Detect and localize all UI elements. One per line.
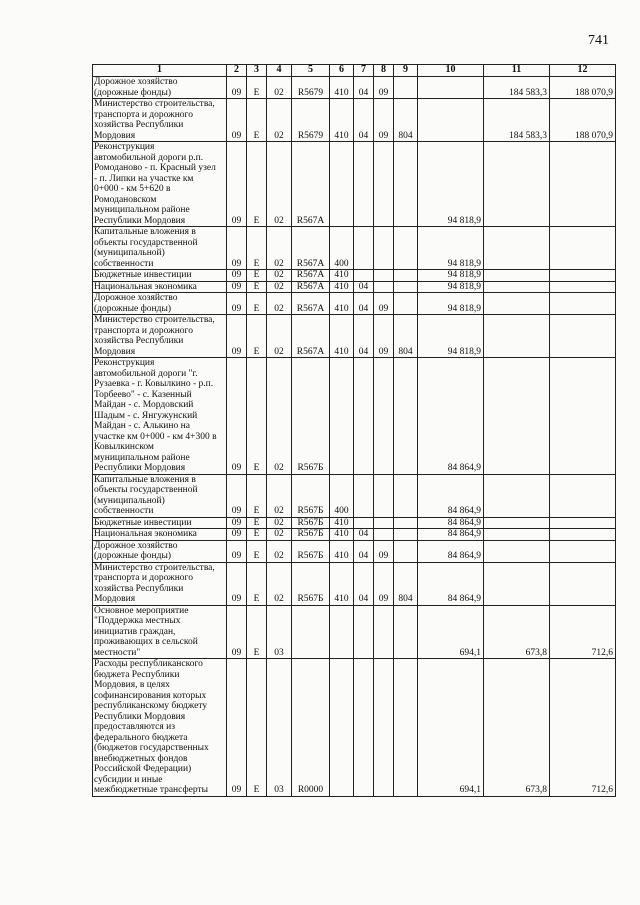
target-article-cell: R567Б (292, 562, 330, 605)
subprogram-code-cell: 02 (267, 562, 292, 605)
amount-col11-cell: 673,8 (484, 659, 550, 797)
program-code-cell: Е (247, 99, 267, 142)
expense-type-cell: 410 (330, 540, 354, 562)
row-name-cell: Бюджетные инвестиции (93, 270, 227, 282)
subprogram-code-cell: 02 (267, 281, 292, 293)
row-name-cell: Министерство строительства, транспорта и дорожного хозяйства Республики Мордовия (93, 562, 227, 605)
amount-col12-cell (550, 358, 616, 475)
subsection-cell (374, 659, 394, 797)
table-body (93, 77, 616, 797)
amount-col11-cell (484, 227, 550, 270)
target-article-cell: R5679 (292, 99, 330, 142)
subsection-cell (374, 474, 394, 517)
amount-col10-cell: 94 818,9 (418, 270, 484, 282)
expense-type-cell: 400 (330, 474, 354, 517)
subprogram-code-cell: 02 (267, 293, 292, 315)
amount-col11-cell (484, 281, 550, 293)
amount-col11-cell (484, 293, 550, 315)
expense-type-cell (330, 358, 354, 475)
amount-col12-cell (550, 540, 616, 562)
administrator-cell (394, 517, 418, 529)
subprogram-code-cell: 02 (267, 142, 292, 227)
amount-col11-cell (484, 529, 550, 541)
column-header: 11 (484, 65, 550, 77)
amount-col12-cell (550, 517, 616, 529)
amount-col11-cell (484, 517, 550, 529)
subprogram-code-cell: 02 (267, 358, 292, 475)
table-row (93, 540, 616, 562)
amount-col10-cell: 84 864,9 (418, 517, 484, 529)
section-cell (354, 605, 374, 659)
expense-type-cell (330, 605, 354, 659)
section-cell: 04 (354, 99, 374, 142)
amount-col10-cell: 84 864,9 (418, 474, 484, 517)
section-cell (354, 227, 374, 270)
amount-col11-cell (484, 562, 550, 605)
section-code-cell: 09 (227, 605, 247, 659)
column-header: 3 (247, 65, 267, 77)
target-article-cell: R5679 (292, 77, 330, 99)
row-name-cell: Дорожное хозяйство (дорожные фонды) (93, 540, 227, 562)
row-name-cell: Реконструкция автомобильной дороги р.п. Ромоданово - п. Красный узел - п. Липки на участке км 0+000 - км 5+620 в Ромодановском муниципальном районе Республики Мордовия (93, 142, 227, 227)
program-code-cell: Е (247, 358, 267, 475)
page-number: 741 (588, 33, 609, 48)
administrator-cell (394, 605, 418, 659)
amount-col11-cell (484, 270, 550, 282)
row-name-cell: Дорожное хозяйство (дорожные фонды) (93, 293, 227, 315)
program-code-cell: Е (247, 293, 267, 315)
section-code-cell: 09 (227, 517, 247, 529)
amount-col10-cell: 94 818,9 (418, 227, 484, 270)
program-code-cell: Е (247, 281, 267, 293)
subprogram-code-cell: 02 (267, 315, 292, 358)
amount-col11-cell: 673,8 (484, 605, 550, 659)
subprogram-code-cell: 02 (267, 227, 292, 270)
section-cell: 04 (354, 529, 374, 541)
section-code-cell: 09 (227, 99, 247, 142)
amount-col12-cell: 188 070,9 (550, 99, 616, 142)
administrator-cell (394, 281, 418, 293)
column-header: 4 (267, 65, 292, 77)
program-code-cell: Е (247, 77, 267, 99)
table-row (93, 529, 616, 541)
expense-type-cell: 410 (330, 293, 354, 315)
subsection-cell: 09 (374, 540, 394, 562)
subprogram-code-cell: 02 (267, 474, 292, 517)
target-article-cell: R567А (292, 315, 330, 358)
row-name-cell: Министерство строительства, транспорта и дорожного хозяйства Республики Мордовия (93, 315, 227, 358)
row-name-cell: Бюджетные инвестиции (93, 517, 227, 529)
target-article-cell: R567Б (292, 358, 330, 475)
amount-col12-cell (550, 227, 616, 270)
amount-col11-cell (484, 315, 550, 358)
subsection-cell (374, 358, 394, 475)
amount-col10-cell: 94 818,9 (418, 293, 484, 315)
column-header: 1 (93, 65, 227, 77)
target-article-cell: R567А (292, 281, 330, 293)
table-row (93, 315, 616, 358)
amount-col10-cell: 694,1 (418, 605, 484, 659)
target-article-cell: R567А (292, 270, 330, 282)
target-article-cell: R567А (292, 293, 330, 315)
section-code-cell: 09 (227, 659, 247, 797)
program-code-cell: Е (247, 474, 267, 517)
program-code-cell: Е (247, 562, 267, 605)
amount-col11-cell (484, 358, 550, 475)
subprogram-code-cell: 02 (267, 529, 292, 541)
amount-col12-cell: 712,6 (550, 659, 616, 797)
program-code-cell: Е (247, 142, 267, 227)
table-row (93, 281, 616, 293)
program-code-cell: Е (247, 529, 267, 541)
table-row (93, 358, 616, 475)
section-cell: 04 (354, 540, 374, 562)
column-header: 7 (354, 65, 374, 77)
target-article-cell: R567Б (292, 540, 330, 562)
section-cell: 04 (354, 562, 374, 605)
row-name-cell: Реконструкция автомобильной дороги "г. Рузаевка - г. Ковылкино - р.п. Торбеево" - с. Казенный Майдан - с. Мордовский Шадым - с. Янгужунский Майдан - с. Алькино на участке км 0+000 - км 4+300 в Ковылкинском муниципальном районе Республики Мордовия (93, 358, 227, 475)
subsection-cell (374, 605, 394, 659)
column-header: 9 (394, 65, 418, 77)
expense-type-cell: 410 (330, 562, 354, 605)
target-article-cell: R567Б (292, 517, 330, 529)
row-name-cell: Основное мероприятие "Поддержка местных инициатив граждан, проживающих в сельской местности" (93, 605, 227, 659)
program-code-cell: Е (247, 605, 267, 659)
row-name-cell: Национальная экономика (93, 281, 227, 293)
administrator-cell: 804 (394, 562, 418, 605)
section-cell (354, 659, 374, 797)
table-row (93, 99, 616, 142)
amount-col12-cell (550, 293, 616, 315)
target-article-cell: R567А (292, 227, 330, 270)
subprogram-code-cell: 03 (267, 605, 292, 659)
expense-type-cell: 410 (330, 99, 354, 142)
administrator-cell: 804 (394, 315, 418, 358)
amount-col10-cell: 84 864,9 (418, 540, 484, 562)
section-cell (354, 517, 374, 529)
expense-type-cell: 410 (330, 529, 354, 541)
target-article-cell: R567Б (292, 474, 330, 517)
section-code-cell: 09 (227, 358, 247, 475)
amount-col10-cell: 694,1 (418, 659, 484, 797)
amount-col11-cell (484, 540, 550, 562)
amount-col10-cell: 94 818,9 (418, 315, 484, 358)
column-header: 10 (418, 65, 484, 77)
amount-col12-cell (550, 529, 616, 541)
table-row (93, 605, 616, 659)
subsection-cell (374, 281, 394, 293)
row-name-cell: Национальная экономика (93, 529, 227, 541)
subprogram-code-cell: 02 (267, 77, 292, 99)
section-code-cell: 09 (227, 562, 247, 605)
table-row (93, 659, 616, 797)
administrator-cell (394, 270, 418, 282)
amount-col11-cell: 184 583,3 (484, 77, 550, 99)
column-header: 8 (374, 65, 394, 77)
amount-col10-cell: 84 864,9 (418, 562, 484, 605)
section-code-cell: 09 (227, 315, 247, 358)
table-row (93, 517, 616, 529)
section-cell: 04 (354, 281, 374, 293)
table-row (93, 270, 616, 282)
program-code-cell: Е (247, 659, 267, 797)
expense-type-cell (330, 142, 354, 227)
expense-type-cell: 410 (330, 315, 354, 358)
subprogram-code-cell: 02 (267, 540, 292, 562)
subsection-cell: 09 (374, 77, 394, 99)
amount-col12-cell (550, 474, 616, 517)
administrator-cell (394, 358, 418, 475)
amount-col12-cell (550, 315, 616, 358)
program-code-cell: Е (247, 270, 267, 282)
section-code-cell: 09 (227, 474, 247, 517)
administrator-cell (394, 474, 418, 517)
program-code-cell: Е (247, 227, 267, 270)
amount-col11-cell: 184 583,3 (484, 99, 550, 142)
administrator-cell (394, 659, 418, 797)
row-name-cell: Расходы республиканского бюджета Республики Мордовия, в целях софинансирования которых республиканскому бюджету Республики Мордовия предоставляются из федерального бюджета (бюджетов государственных внебюджетных фондов Российской Федерации) субсидии и иные межбюджетные трансферты (93, 659, 227, 797)
target-article-cell: R0000 (292, 659, 330, 797)
target-article-cell: R567А (292, 142, 330, 227)
expense-type-cell: 410 (330, 270, 354, 282)
subprogram-code-cell: 02 (267, 270, 292, 282)
section-code-cell: 09 (227, 227, 247, 270)
program-code-cell: Е (247, 315, 267, 358)
section-cell (354, 358, 374, 475)
column-header: 6 (330, 65, 354, 77)
expense-type-cell: 410 (330, 517, 354, 529)
amount-col10-cell (418, 77, 484, 99)
table-row (93, 293, 616, 315)
administrator-cell (394, 142, 418, 227)
subprogram-code-cell: 02 (267, 99, 292, 142)
subsection-cell: 09 (374, 293, 394, 315)
amount-col12-cell: 712,6 (550, 605, 616, 659)
column-header: 5 (292, 65, 330, 77)
subsection-cell: 09 (374, 315, 394, 358)
amount-col10-cell: 84 864,9 (418, 529, 484, 541)
section-cell (354, 270, 374, 282)
administrator-cell: 804 (394, 99, 418, 142)
subsection-cell (374, 270, 394, 282)
section-code-cell: 09 (227, 293, 247, 315)
subsection-cell (374, 227, 394, 270)
amount-col10-cell: 94 818,9 (418, 142, 484, 227)
section-code-cell: 09 (227, 77, 247, 99)
row-name-cell: Капитальные вложения в объекты государственной (муниципальной) собственности (93, 474, 227, 517)
subsection-cell: 09 (374, 562, 394, 605)
section-cell (354, 142, 374, 227)
subprogram-code-cell: 03 (267, 659, 292, 797)
table-row (93, 142, 616, 227)
table-row (93, 474, 616, 517)
administrator-cell (394, 227, 418, 270)
amount-col12-cell (550, 281, 616, 293)
amount-col10-cell (418, 99, 484, 142)
section-code-cell: 09 (227, 540, 247, 562)
administrator-cell (394, 529, 418, 541)
subprogram-code-cell: 02 (267, 517, 292, 529)
target-article-cell (292, 605, 330, 659)
program-code-cell: Е (247, 517, 267, 529)
section-cell (354, 474, 374, 517)
section-cell: 04 (354, 77, 374, 99)
section-code-cell: 09 (227, 142, 247, 227)
amount-col10-cell: 84 864,9 (418, 358, 484, 475)
program-code-cell: Е (247, 540, 267, 562)
section-cell: 04 (354, 293, 374, 315)
amount-col12-cell (550, 562, 616, 605)
amount-col12-cell: 188 070,9 (550, 77, 616, 99)
row-name-cell: Министерство строительства, транспорта и дорожного хозяйства Республики Мордовия (93, 99, 227, 142)
amount-col11-cell (484, 142, 550, 227)
table-row (93, 562, 616, 605)
budget-table (92, 64, 616, 797)
subsection-cell: 09 (374, 99, 394, 142)
amount-col12-cell (550, 142, 616, 227)
administrator-cell (394, 293, 418, 315)
subsection-cell (374, 517, 394, 529)
row-name-cell: Дорожное хозяйство (дорожные фонды) (93, 77, 227, 99)
header-row (93, 65, 616, 77)
administrator-cell (394, 77, 418, 99)
amount-col12-cell (550, 270, 616, 282)
section-code-cell: 09 (227, 270, 247, 282)
subsection-cell (374, 142, 394, 227)
row-name-cell: Капитальные вложения в объекты государственной (муниципальной) собственности (93, 227, 227, 270)
section-cell: 04 (354, 315, 374, 358)
expense-type-cell: 400 (330, 227, 354, 270)
column-header: 12 (550, 65, 616, 77)
table-row (93, 227, 616, 270)
expense-type-cell (330, 659, 354, 797)
administrator-cell (394, 540, 418, 562)
target-article-cell: R567Б (292, 529, 330, 541)
section-code-cell: 09 (227, 281, 247, 293)
subsection-cell (374, 529, 394, 541)
expense-type-cell: 410 (330, 77, 354, 99)
expense-type-cell: 410 (330, 281, 354, 293)
section-code-cell: 09 (227, 529, 247, 541)
amount-col10-cell: 94 818,9 (418, 281, 484, 293)
table-row (93, 77, 616, 99)
amount-col11-cell (484, 474, 550, 517)
column-header: 2 (227, 65, 247, 77)
